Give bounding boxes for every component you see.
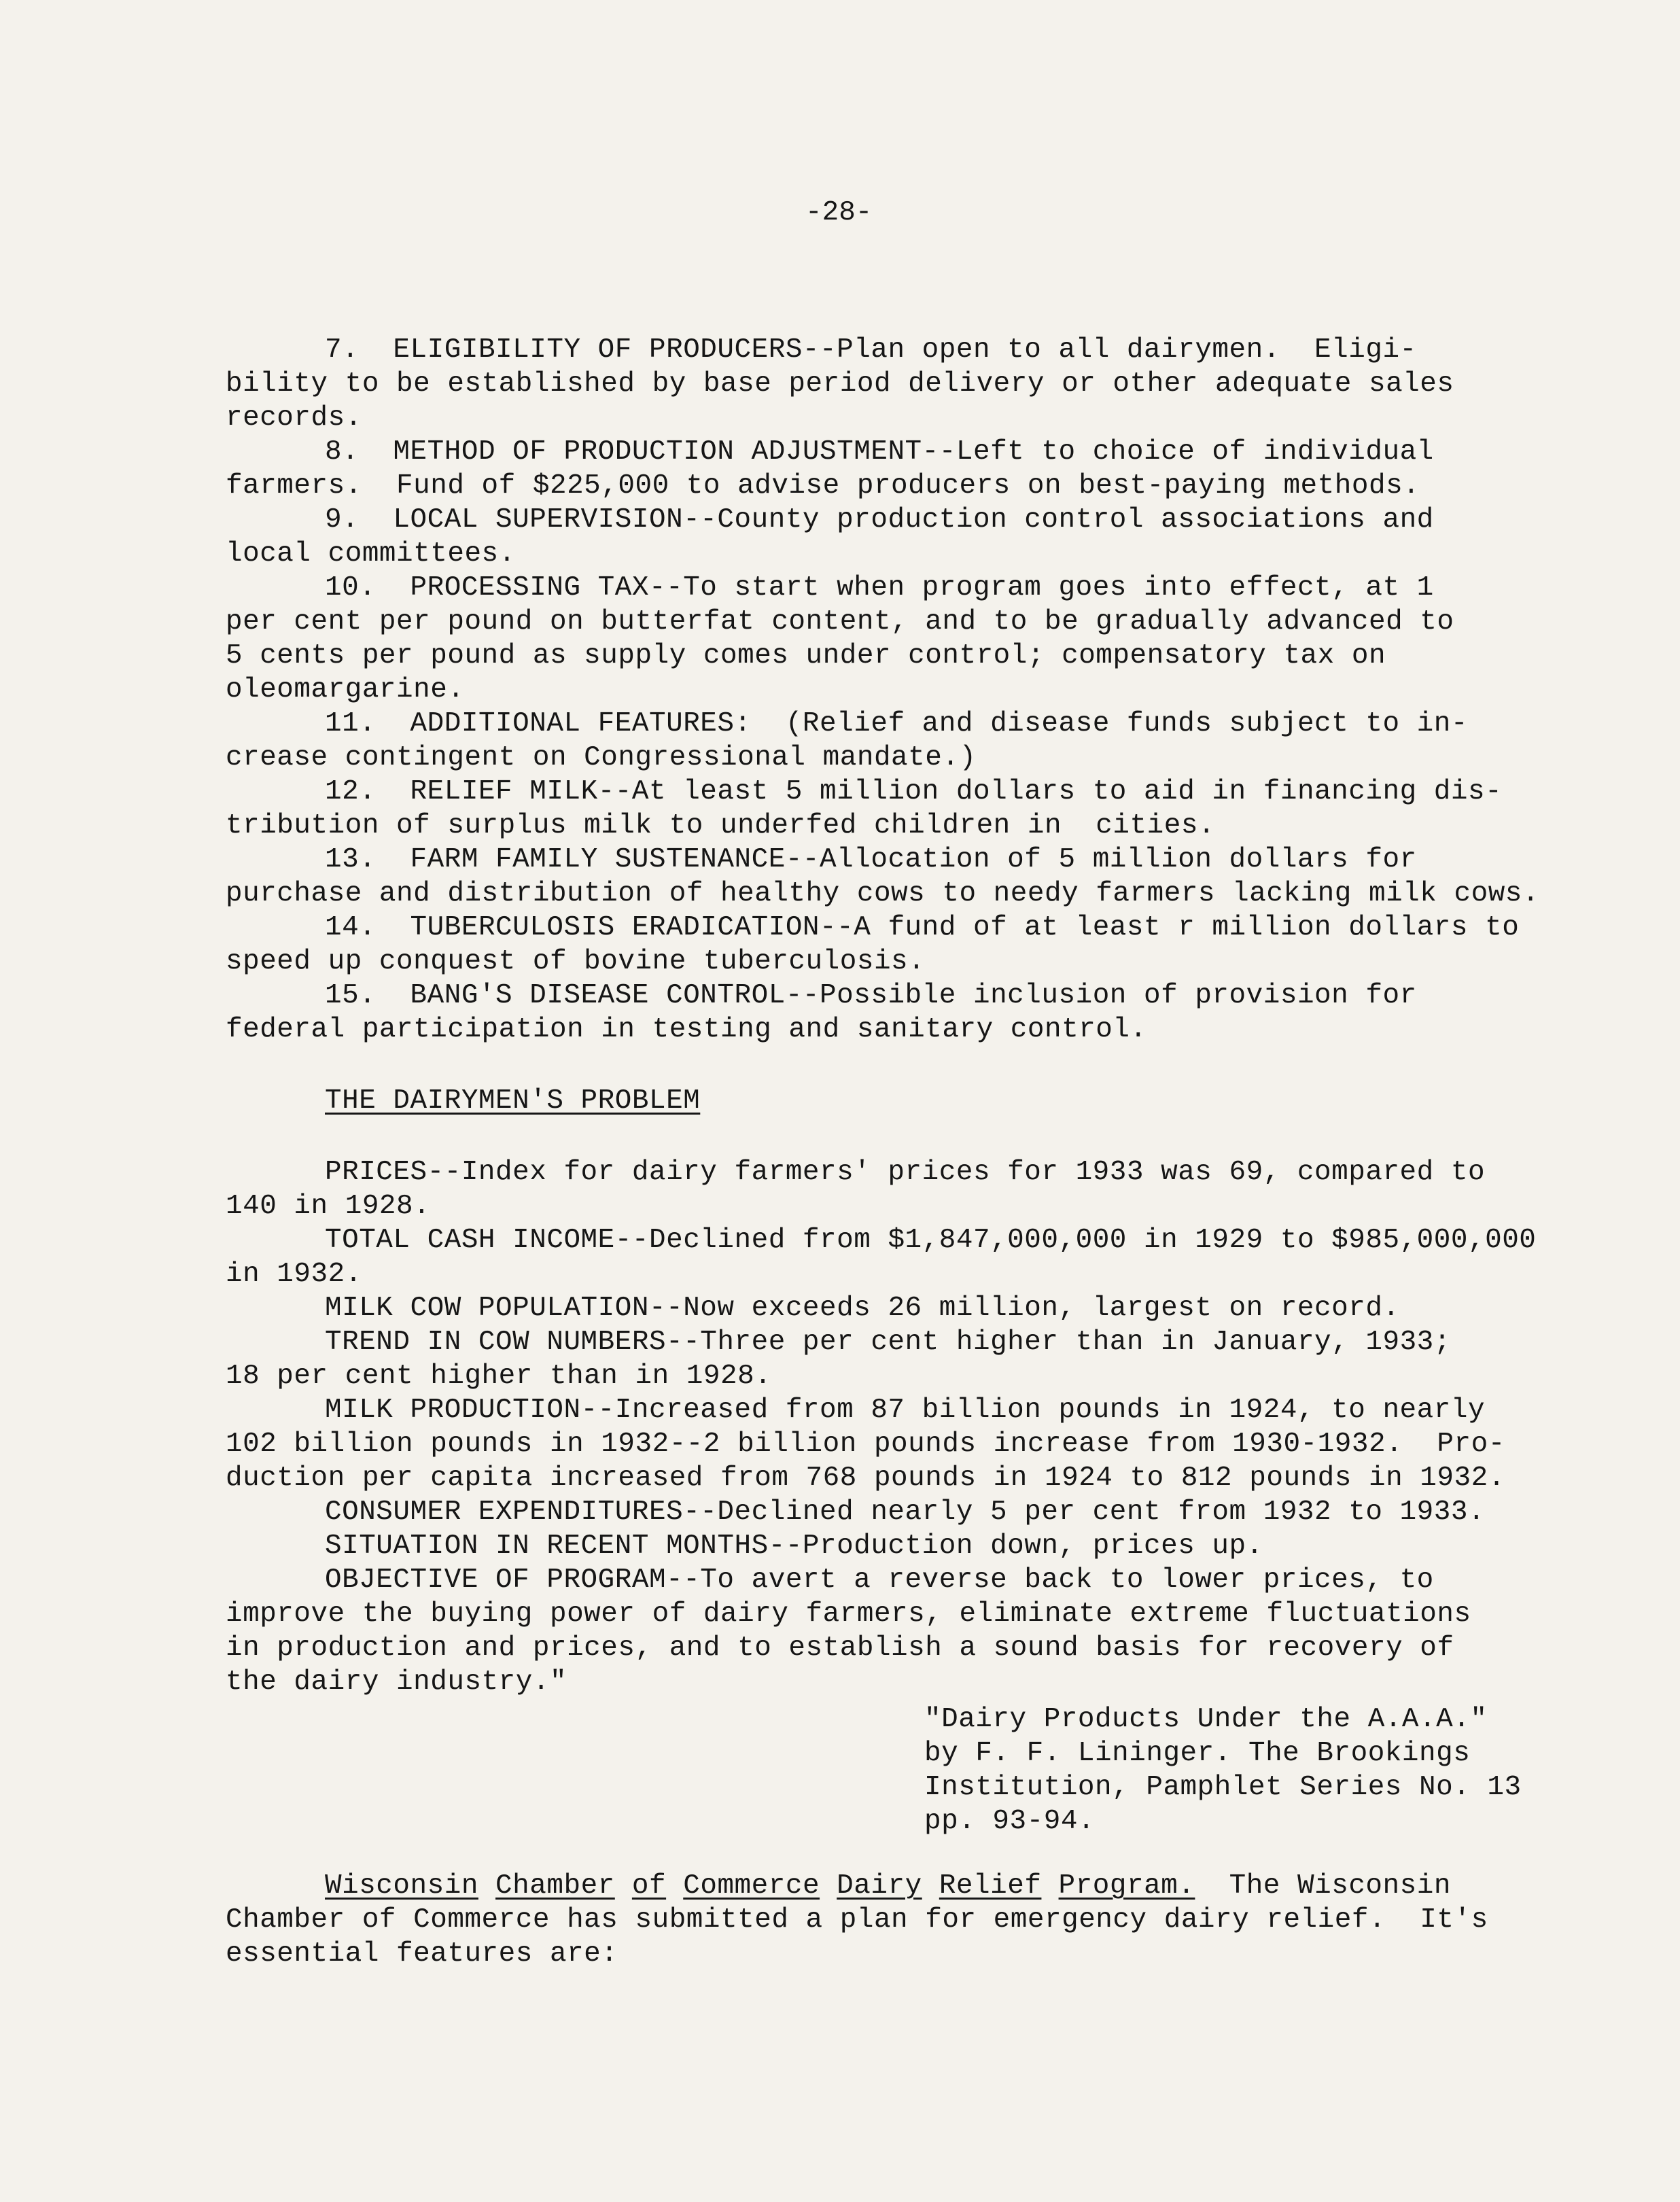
feature-item-line (226, 401, 362, 435)
feature-text: bility to be established by base period delivery or other adequate sales (226, 368, 1454, 400)
problem-item-line (325, 1291, 1400, 1325)
feature-number: 13. (325, 844, 410, 875)
feature-item-line (325, 503, 1434, 537)
problem-text: --Declined from $1,847,000,000 in 1929 to $985,000,000 (614, 1225, 1537, 1256)
wisconsin-text: Chamber of Commerce has submitted a plan for emergency dairy relief. It's (226, 1904, 1488, 1936)
citation-text: by F. F. Lininger. The Brookings (924, 1738, 1471, 1769)
problem-text: --Index for dairy farmers' prices for 1933 was 69, compared to (427, 1157, 1486, 1188)
problem-item-line (226, 1189, 430, 1223)
feature-number: 7. (325, 334, 393, 366)
feature-item-line (226, 945, 925, 979)
feature-heading: TUBERCULOSIS ERADICATION (410, 912, 820, 943)
word-space (820, 1870, 837, 1902)
feature-text: --At least 5 million dollars to aid in financing dis- (597, 776, 1503, 807)
feature-item-line (226, 469, 1420, 503)
feature-item-line (226, 605, 1454, 639)
feature-text: crease contingent on Congressional mandate.) (226, 742, 977, 773)
feature-heading: RELIEF MILK (410, 776, 598, 807)
word-space (922, 1870, 939, 1902)
problem-text: --To avert a reverse back to lower prices, to (666, 1565, 1434, 1596)
feature-text: --A fund of at least r million dollars to (820, 912, 1520, 943)
wisconsin-heading-line (325, 1869, 1451, 1903)
wisconsin-heading-word: Relief (939, 1870, 1042, 1902)
wisconsin-line (226, 1903, 1488, 1937)
feature-number: 14. (325, 912, 410, 943)
feature-text: --Plan open to all dairymen. Eligi- (802, 334, 1417, 366)
problem-item-line (325, 1393, 1485, 1427)
problem-item-line (325, 1495, 1485, 1529)
feature-heading: METHOD OF PRODUCTION ADJUSTMENT (393, 436, 922, 468)
feature-item-line (226, 537, 516, 571)
problem-text: 18 per cent higher than in 1928. (226, 1361, 772, 1392)
feature-item-line (226, 639, 1386, 673)
feature-item-line (325, 333, 1417, 367)
section-heading-text: THE DAIRYMEN'S PROBLEM (325, 1085, 701, 1117)
feature-item-line (325, 911, 1519, 945)
word-space (478, 1870, 495, 1902)
problem-heading: PRICES (325, 1157, 427, 1188)
problem-heading: MILK COW POPULATION (325, 1293, 649, 1324)
feature-text: tribution of surplus milk to underfed children in cities. (226, 810, 1216, 841)
problem-text: --Three per cent higher than in January, 1933; (666, 1327, 1451, 1358)
problem-item-line (226, 1461, 1505, 1495)
feature-text: farmers. Fund of $225,000 to advise producers on best-paying methods. (226, 470, 1420, 502)
feature-item-line (325, 707, 1468, 741)
problem-text: improve the buying power of dairy farmers, eliminate extreme fluctuations (226, 1598, 1471, 1630)
wisconsin-heading-word: Wisconsin (325, 1870, 478, 1902)
problem-item-line (325, 1529, 1263, 1563)
feature-heading: LOCAL SUPERVISION (393, 504, 684, 536)
problem-item-line (226, 1665, 567, 1699)
feature-text: --Possible inclusion of provision for (785, 980, 1417, 1011)
feature-item-line (226, 1013, 1147, 1047)
wisconsin-heading-word: of (631, 1870, 667, 1902)
feature-item-line (325, 435, 1434, 469)
section-heading (325, 1084, 700, 1118)
feature-item-line (226, 809, 1215, 843)
word-space (615, 1870, 632, 1902)
feature-item-line (325, 775, 1502, 809)
feature-number: 12. (325, 776, 410, 807)
problem-item-line (226, 1631, 1454, 1665)
problem-text: --Now exceeds 26 million, largest on record. (648, 1293, 1400, 1324)
problem-item-line (325, 1325, 1451, 1359)
feature-item-line (325, 979, 1417, 1013)
feature-text: per cent per pound on butterfat content, and to be gradually advanced to (226, 606, 1454, 637)
problem-text: --Declined nearly 5 per cent from 1932 to 1933. (683, 1497, 1486, 1528)
feature-item-line (226, 877, 1539, 911)
problem-heading: CONSUMER EXPENDITURES (325, 1497, 684, 1528)
citation-line (924, 1736, 1470, 1770)
problem-heading: OBJECTIVE OF PROGRAM (325, 1565, 667, 1596)
feature-item-line (226, 367, 1454, 401)
wisconsin-text: essential features are: (226, 1938, 618, 1970)
wisconsin-heading-word: Program. (1058, 1870, 1195, 1902)
feature-item-line (325, 571, 1434, 605)
feature-text: federal participation in testing and sanitary control. (226, 1014, 1147, 1045)
feature-text: records. (226, 402, 362, 434)
problem-text: 102 billion pounds in 1932--2 billion pounds increase from 1930-1932. Pro- (226, 1429, 1505, 1460)
feature-item-line (325, 843, 1417, 877)
problem-text: in 1932. (226, 1259, 362, 1290)
feature-text: --County production control associations and (683, 504, 1434, 536)
feature-number: 9. (325, 504, 393, 536)
problem-text: the dairy industry." (226, 1666, 567, 1698)
problem-heading: SITUATION IN RECENT MONTHS (325, 1531, 769, 1562)
feature-text: 5 cents per pound as supply comes under control; compensatory tax on (226, 640, 1386, 671)
feature-text: speed up conquest of bovine tuberculosis. (226, 946, 926, 977)
feature-number: 15. (325, 980, 410, 1011)
feature-text: --To start when program goes into effect, at 1 (649, 572, 1434, 604)
feature-text: local committees. (226, 538, 516, 570)
citation-text: Institution, Pamphlet Series No. 13 (924, 1772, 1522, 1803)
problem-text: 140 in 1928. (226, 1191, 431, 1222)
problem-item-line (325, 1155, 1485, 1189)
wisconsin-heading-word: Chamber (495, 1870, 615, 1902)
feature-heading: FARM FAMILY SUSTENANCE (410, 844, 786, 875)
problem-heading: TOTAL CASH INCOME (325, 1225, 615, 1256)
citation-line (924, 1804, 1095, 1838)
problem-item-line (325, 1223, 1536, 1257)
feature-text: purchase and distribution of healthy cows to needy farmers lacking milk cows. (226, 878, 1540, 909)
problem-text: --Increased from 87 billion pounds in 1924, to nearly (580, 1395, 1486, 1426)
wisconsin-heading-word: Commerce (683, 1870, 820, 1902)
feature-heading: PROCESSING TAX (410, 572, 649, 604)
citation-line (924, 1770, 1522, 1804)
citation-text: pp. 93-94. (924, 1806, 1096, 1837)
feature-item-line (226, 741, 977, 775)
feature-text: (Relief and disease funds subject to in- (751, 708, 1468, 739)
problem-item-line (226, 1597, 1471, 1631)
problem-item-line (325, 1563, 1434, 1597)
citation-text: "Dairy Products Under the A.A.A." (924, 1704, 1488, 1735)
feature-number: 10. (325, 572, 410, 604)
feature-text: --Allocation of 5 million dollars for (785, 844, 1417, 875)
wisconsin-heading-word: Dairy (837, 1870, 922, 1902)
citation-line (924, 1702, 1487, 1736)
problem-item-line (226, 1359, 771, 1393)
problem-heading: TREND IN COW NUMBERS (325, 1327, 667, 1358)
problem-heading: MILK PRODUCTION (325, 1395, 581, 1426)
word-space (1041, 1870, 1058, 1902)
problem-item-line (226, 1427, 1505, 1461)
page-number: -28- (805, 197, 873, 228)
feature-text: --Left to choice of individual (922, 436, 1434, 468)
feature-text: oleomargarine. (226, 674, 465, 705)
feature-item-line (226, 673, 464, 707)
feature-heading: BANG'S DISEASE CONTROL (410, 980, 786, 1011)
feature-heading: ADDITIONAL FEATURES: (410, 708, 752, 739)
feature-number: 8. (325, 436, 393, 468)
wisconsin-line (226, 1937, 618, 1971)
word-space (666, 1870, 683, 1902)
problem-text: duction per capita increased from 768 pounds in 1924 to 812 pounds in 1932. (226, 1463, 1505, 1494)
feature-heading: ELIGIBILITY OF PRODUCERS (393, 334, 803, 366)
problem-text: --Production down, prices up. (768, 1531, 1263, 1562)
problem-text: in production and prices, and to establish a sound basis for recovery of (226, 1632, 1454, 1664)
wisconsin-text: The Wisconsin (1195, 1870, 1451, 1902)
feature-number: 11. (325, 708, 410, 739)
problem-item-line (226, 1257, 362, 1291)
